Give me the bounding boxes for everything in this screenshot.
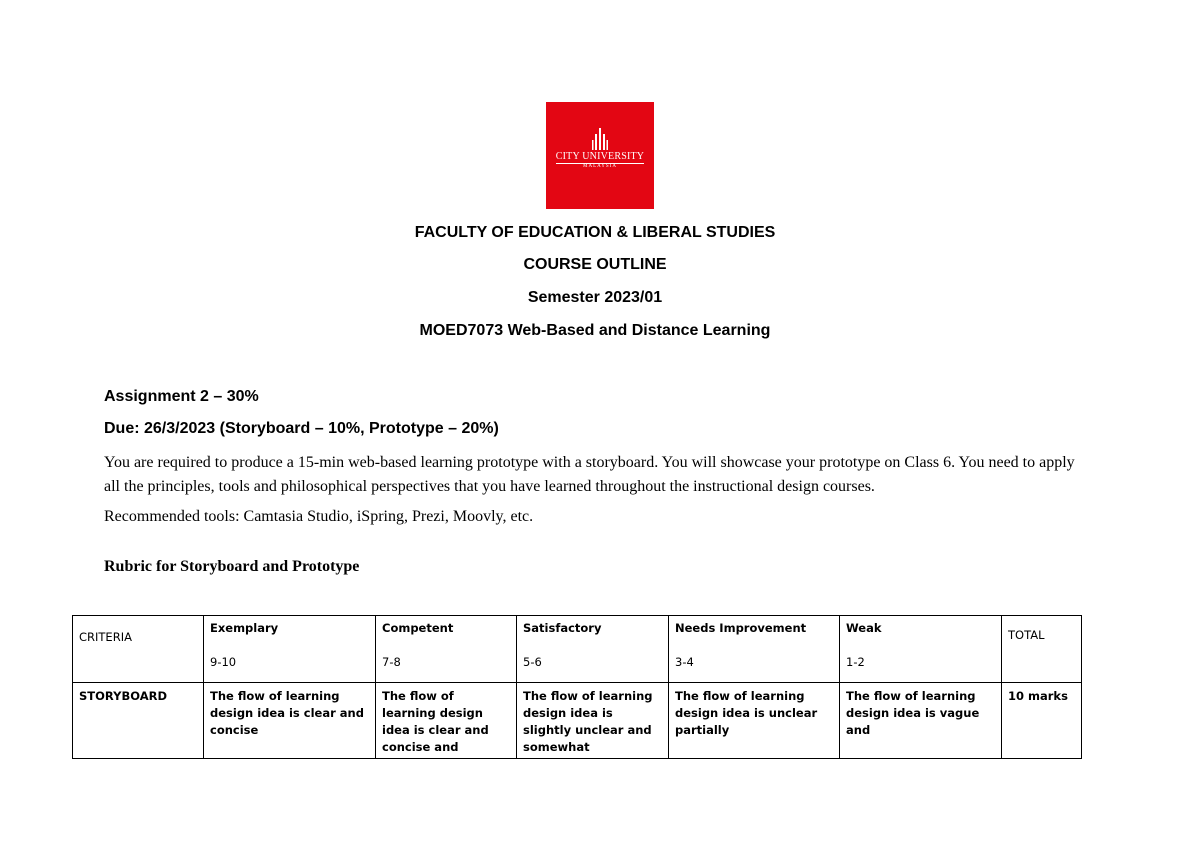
level-header-competent: Competent 7-8 xyxy=(376,616,517,683)
doc-type-title: COURSE OUTLINE xyxy=(523,256,667,273)
level-header-satisfactory: Satisfactory 5-6 xyxy=(517,616,669,683)
rubric-cell: The flow of learning design idea is clear and concise and xyxy=(376,683,517,759)
criteria-header: CRITERIA xyxy=(73,616,204,683)
criteria-cell: STORYBOARD xyxy=(73,683,204,759)
rubric-cell: The flow of learning design idea is slightly unclear and somewhat xyxy=(517,683,669,759)
logo-subname: MALAYSIA xyxy=(583,164,617,169)
university-logo xyxy=(546,102,654,209)
semester-title: Semester 2023/01 xyxy=(527,289,663,306)
rubric-header-row xyxy=(73,616,1082,683)
total-header: TOTAL xyxy=(1002,616,1082,683)
assignment-description: You are required to produce a 15-min web-based learning prototype with a storyboard. You will showcase your prototype on Class 6. You need to apply all the principles, tools and philosophical perspectives that you have learned throughout the instructional design courses. xyxy=(104,454,1075,495)
rubric-title: Rubric for Storyboard and Prototype xyxy=(104,558,360,575)
total-cell: 10 marks xyxy=(1002,683,1082,759)
rubric-cell: The flow of learning design idea is clear and concise xyxy=(204,683,376,759)
due-date: Due: 26/3/2023 (Storyboard – 10%, Prototype – 20%) xyxy=(104,420,499,437)
assignment-title: Assignment 2 – 30% xyxy=(104,388,259,405)
level-header-needs-improvement: Needs Improvement 3-4 xyxy=(669,616,840,683)
table-row xyxy=(73,683,1082,759)
rubric-table xyxy=(72,615,1082,759)
tower-icon xyxy=(590,128,610,150)
recommended-tools: Recommended tools: Camtasia Studio, iSpring, Prezi, Moovly, etc. xyxy=(104,508,534,525)
faculty-title: FACULTY OF EDUCATION & LIBERAL STUDIES xyxy=(414,224,776,241)
level-header-exemplary: Exemplary 9-10 xyxy=(204,616,376,683)
logo-name: CITY UNIVERSITY xyxy=(555,151,645,162)
course-title: MOED7073 Web-Based and Distance Learning xyxy=(419,322,771,339)
rubric-cell: The flow of learning design idea is unclear partially xyxy=(669,683,840,759)
rubric-cell: The flow of learning design idea is vague and xyxy=(840,683,1002,759)
level-header-weak: Weak 1-2 xyxy=(840,616,1002,683)
